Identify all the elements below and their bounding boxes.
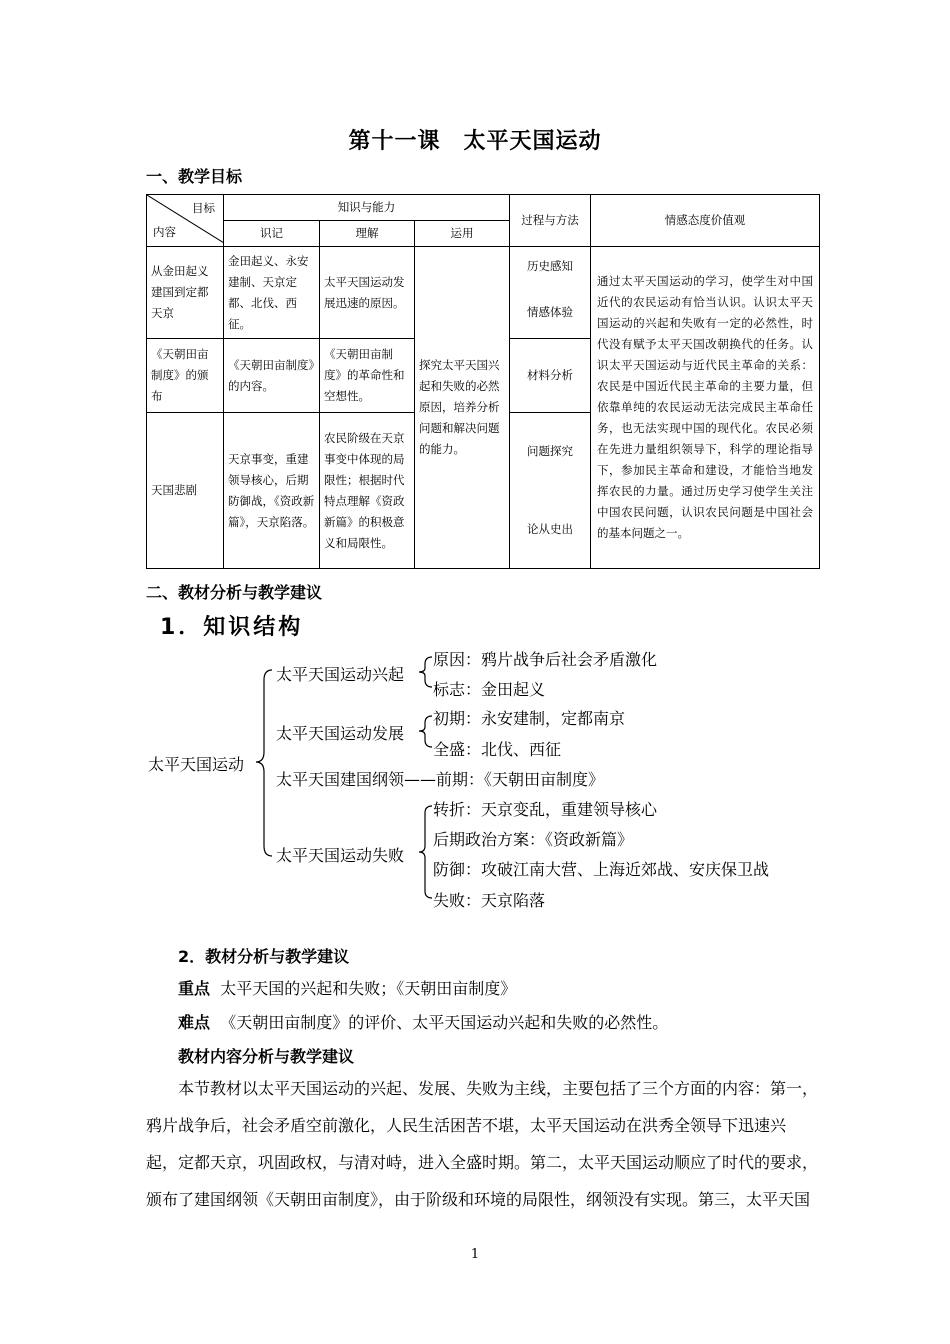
mindmap-root: 太平天国运动 bbox=[148, 755, 245, 774]
leaf-failure-plan: 后期政治方案：《资政新篇》 bbox=[433, 830, 634, 849]
key-label: 重点 bbox=[178, 979, 211, 998]
leaf-development-early: 初期：永安建制，定都南京 bbox=[433, 709, 626, 728]
process-cell: 论从史出 bbox=[510, 491, 591, 569]
key-points-line bbox=[178, 976, 516, 999]
header-understand: 理解 bbox=[320, 221, 415, 247]
process-cell: 历史感知 bbox=[510, 247, 591, 287]
brace-failure bbox=[419, 806, 432, 898]
emotion-cell: 通过太平天国运动的学习，使学生对中国近代的农民运动有恰当认识。认识太平天国运动的兴起和失败有一定的必然性，时代没有赋予太平天国改朝换代的任务。认识太平天国运动与近代民主革命的关系：农民是中国近代民主革命的主要力量，但依靠单纯的农民运动无法完成民主革命任务，也无法实现中国的现代化。农民必须在先进力量组织领导下，科学的理论指导下，参加民主革命和建设，才能恰当地发挥农民的力量。通过历史学习使学生关注中国农民问题，认识农民问题是中国社会的基本问题之一。 bbox=[591, 247, 820, 569]
recall-cell: 天京事变，重建领导核心，后期防御战，《资政新篇》，天京陷落。 bbox=[224, 413, 320, 569]
recall-cell: 《天朝田亩制度》的内容。 bbox=[224, 339, 320, 413]
leaf-failure-defense: 防御：攻破江南大营、上海近郊战、安庆保卫战 bbox=[433, 860, 770, 879]
branch-failure: 太平天国运动失败 bbox=[276, 846, 405, 865]
difficulty-line bbox=[178, 1010, 668, 1033]
paragraph-line: 本节教材以太平天国运动的兴起、发展、失败为主线，主要包括了三个方面的内容：第一， bbox=[178, 1079, 819, 1098]
process-cell: 问题探究 bbox=[510, 413, 591, 491]
body-paragraph bbox=[146, 1070, 818, 1218]
corner-goal-label: 目标 bbox=[192, 201, 215, 215]
leaf-failure-turning: 转折：天京变乱，重建领导核心 bbox=[433, 800, 658, 819]
recall-cell: 金田起义、永安建制、天京定都、北伐、西征。 bbox=[224, 247, 320, 339]
brace-development bbox=[419, 716, 432, 747]
process-cell: 情感体验 bbox=[510, 287, 591, 339]
brace-rise bbox=[419, 657, 432, 687]
leaf-development-peak: 全盛：北伐、西征 bbox=[433, 740, 562, 759]
understand-cell: 太平天国运动发展迅速的原因。 bbox=[320, 247, 415, 339]
difficulty-label: 难点 bbox=[178, 1013, 211, 1032]
content-cell: 天国悲剧 bbox=[147, 413, 224, 569]
leaf-rise-cause: 原因：鸦片战争后社会矛盾激化 bbox=[433, 650, 658, 669]
branch-development: 太平天国运动发展 bbox=[276, 724, 405, 743]
brace-root bbox=[256, 670, 272, 856]
branch-program: 太平天国建国纲领——前期：《天朝田亩制度》 bbox=[276, 770, 605, 789]
knowledge-structure-heading: 1．知识结构 bbox=[160, 615, 304, 640]
header-recall: 识记 bbox=[224, 221, 320, 247]
header-process: 过程与方法 bbox=[510, 195, 591, 247]
understand-cell: 农民阶级在天京事变中体现的局限性；根据时代特点理解《资政新篇》的积极意义和局限性。 bbox=[320, 413, 415, 569]
page-title: 第十一课 太平天国运动 bbox=[348, 129, 602, 154]
key-text: 太平天国的兴起和失败；《天朝田亩制度》 bbox=[220, 979, 517, 998]
leaf-rise-sign: 标志：金田起义 bbox=[433, 680, 546, 699]
paragraph-line: 颁布了建国纲领《天朝田亩制度》，由于阶级和环境的局限性，纲领没有实现。第三，太平天国 bbox=[146, 1190, 811, 1209]
understand-cell: 《天朝田亩制度》的革命性和空想性。 bbox=[320, 339, 415, 413]
content-analysis-heading: 教材内容分析与教学建议 bbox=[178, 1047, 355, 1066]
paragraph-line: 起，定都天京，巩固政权，与清对峙，进入全盛时期。第二，太平天国运动顺应了时代的要求， bbox=[146, 1153, 819, 1172]
header-emotion: 情感态度价值观 bbox=[591, 195, 820, 247]
header-knowledge: 知识与能力 bbox=[224, 195, 510, 221]
page-number: 1 bbox=[470, 1247, 480, 1262]
content-cell: 《天朝田亩制度》的颁布 bbox=[147, 339, 224, 413]
corner-content-label: 内容 bbox=[153, 225, 176, 239]
paragraph-line: 鸦片战争后，社会矛盾空前激化，人民生活困苦不堪，太平天国运动在洪秀全领导下迅速兴 bbox=[146, 1116, 787, 1135]
section-heading-analysis: 二、教材分析与教学建议 bbox=[146, 583, 323, 602]
process-cell: 材料分析 bbox=[510, 339, 591, 413]
content-cell: 从金田起义建国到定都天京 bbox=[147, 247, 224, 339]
apply-cell: 探究太平天国兴起和失败的必然原因，培养分析问题和解决问题的能力。 bbox=[415, 247, 510, 569]
analysis-heading: 2．教材分析与教学建议 bbox=[178, 947, 350, 966]
header-apply: 运用 bbox=[415, 221, 510, 247]
section-heading-objectives: 一、教学目标 bbox=[146, 167, 243, 186]
difficulty-text: 《天朝田亩制度》的评价、太平天国运动兴起和失败的必然性。 bbox=[220, 1013, 669, 1032]
branch-rise: 太平天国运动兴起 bbox=[276, 665, 405, 684]
leaf-failure-end: 失败：天京陷落 bbox=[433, 891, 546, 910]
